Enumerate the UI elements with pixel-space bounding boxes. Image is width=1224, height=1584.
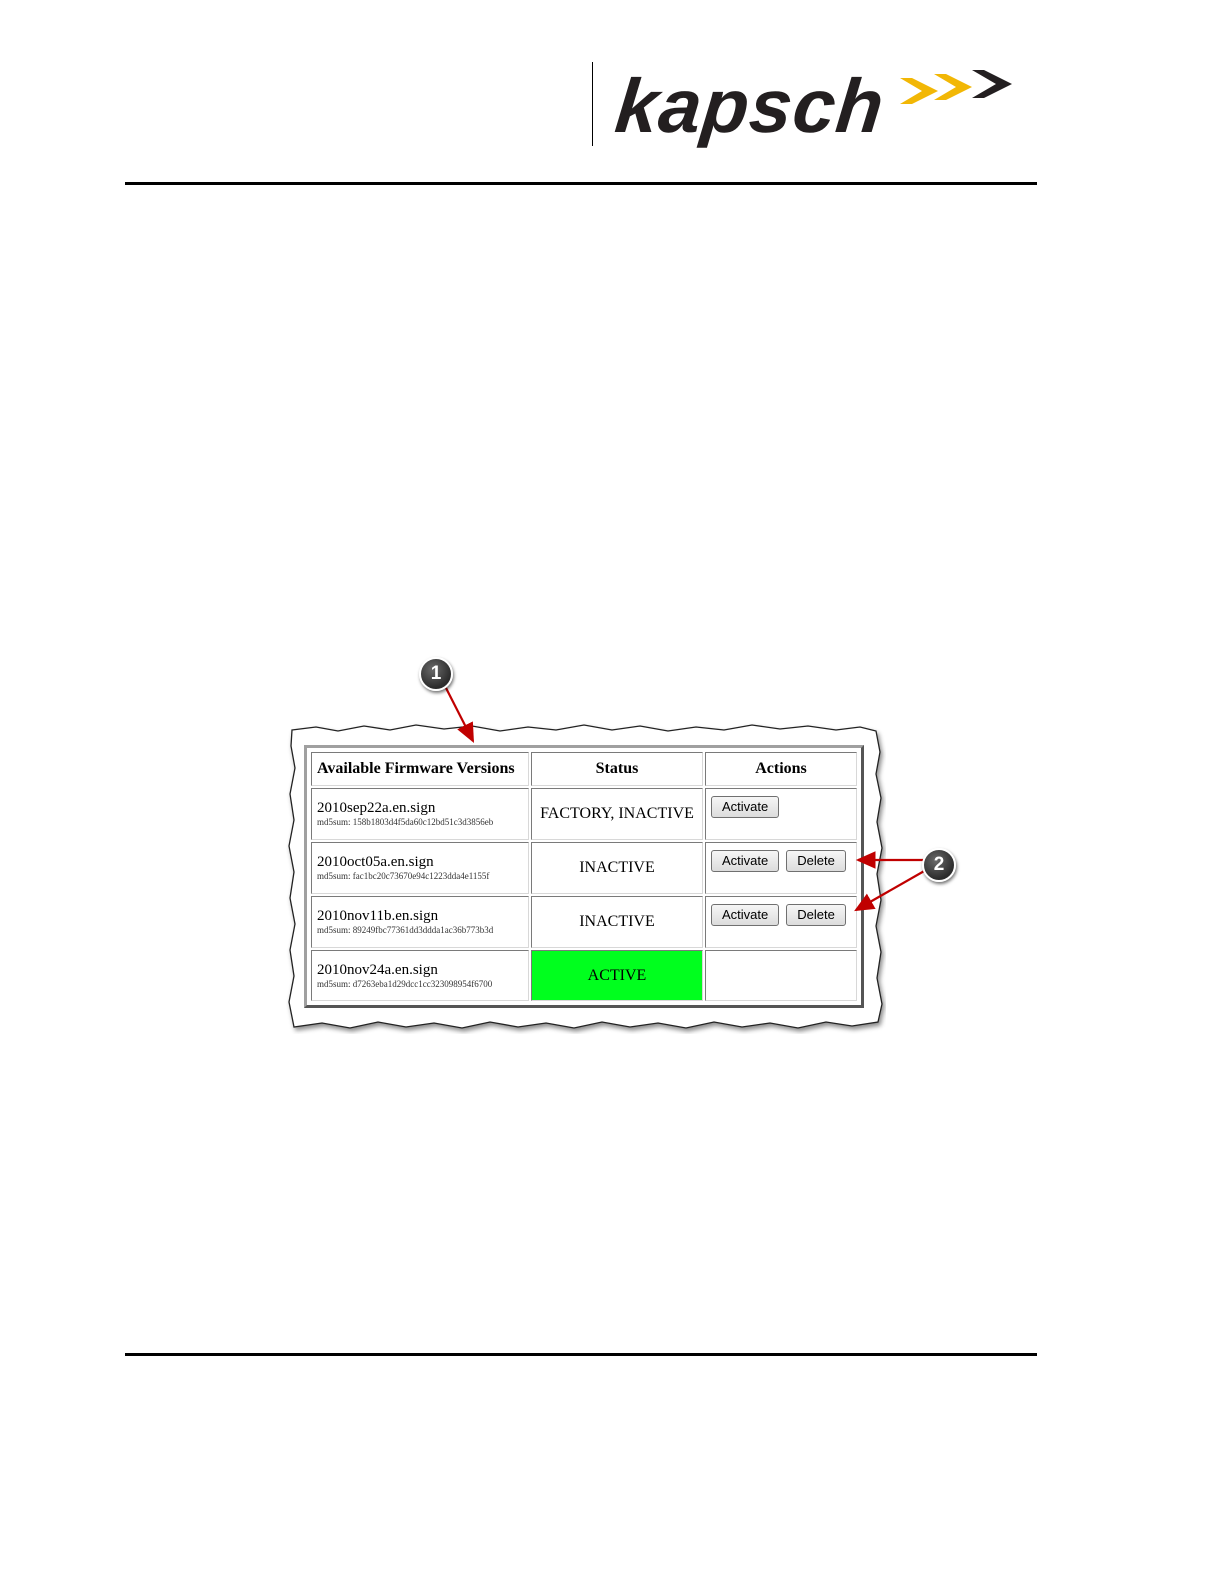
- callout-2-icon: 2: [922, 848, 956, 882]
- actions-cell-empty: [705, 950, 857, 1001]
- delete-button[interactable]: Delete: [786, 904, 846, 926]
- firmware-file-cell: [311, 842, 529, 894]
- firmware-file-cell: [311, 896, 529, 948]
- logo-chevrons-icon: [900, 66, 1030, 126]
- table-row: [311, 842, 857, 894]
- header-vertical-divider: [592, 62, 593, 146]
- actions-cell: [705, 896, 857, 948]
- column-header-actions: Actions: [705, 752, 857, 786]
- callout-1-icon: 1: [419, 657, 453, 691]
- kapsch-logo: [611, 62, 1026, 152]
- table-row: [311, 950, 857, 1001]
- activate-button[interactable]: Activate: [711, 796, 779, 818]
- logo-wordmark: kapsch: [611, 64, 889, 149]
- header-rule: [125, 182, 1037, 185]
- firmware-filename: 2010oct05a.en.sign: [317, 854, 434, 871]
- actions-cell: [705, 842, 857, 894]
- status-cell: INACTIVE: [531, 842, 703, 894]
- firmware-filename: 2010nov24a.en.sign: [317, 961, 438, 978]
- firmware-file-cell: [311, 950, 529, 1001]
- table-header-row: [311, 752, 857, 786]
- footer-rule: [125, 1353, 1037, 1356]
- activate-button[interactable]: Activate: [711, 850, 779, 872]
- actions-cell: [705, 788, 857, 840]
- firmware-screenshot-figure: [286, 722, 886, 1034]
- activate-button[interactable]: Activate: [711, 904, 779, 926]
- firmware-md5sum: md5sum: 158b1803d4f5da60c12bd51c3d3856eb: [317, 817, 494, 828]
- firmware-versions-table: [304, 745, 864, 1008]
- table-row: [311, 896, 857, 948]
- firmware-md5sum: md5sum: fac1bc20c73670e94c1223dda4e1155f: [317, 871, 490, 882]
- firmware-filename: 2010sep22a.en.sign: [317, 800, 436, 817]
- column-header-firmware: Available Firmware Versions: [311, 752, 529, 786]
- status-cell-active: ACTIVE: [531, 950, 703, 1001]
- firmware-md5sum: md5sum: 89249fbc77361dd3ddda1ac36b773b3d: [317, 925, 494, 936]
- status-cell: INACTIVE: [531, 896, 703, 948]
- table-row: [311, 788, 857, 840]
- column-header-status: Status: [531, 752, 703, 786]
- firmware-md5sum: md5sum: d7263eba1d29dcc1cc323098954f6700: [317, 978, 493, 989]
- firmware-file-cell: [311, 788, 529, 840]
- delete-button[interactable]: Delete: [786, 850, 846, 872]
- status-cell: FACTORY, INACTIVE: [531, 788, 703, 840]
- firmware-filename: 2010nov11b.en.sign: [317, 908, 439, 925]
